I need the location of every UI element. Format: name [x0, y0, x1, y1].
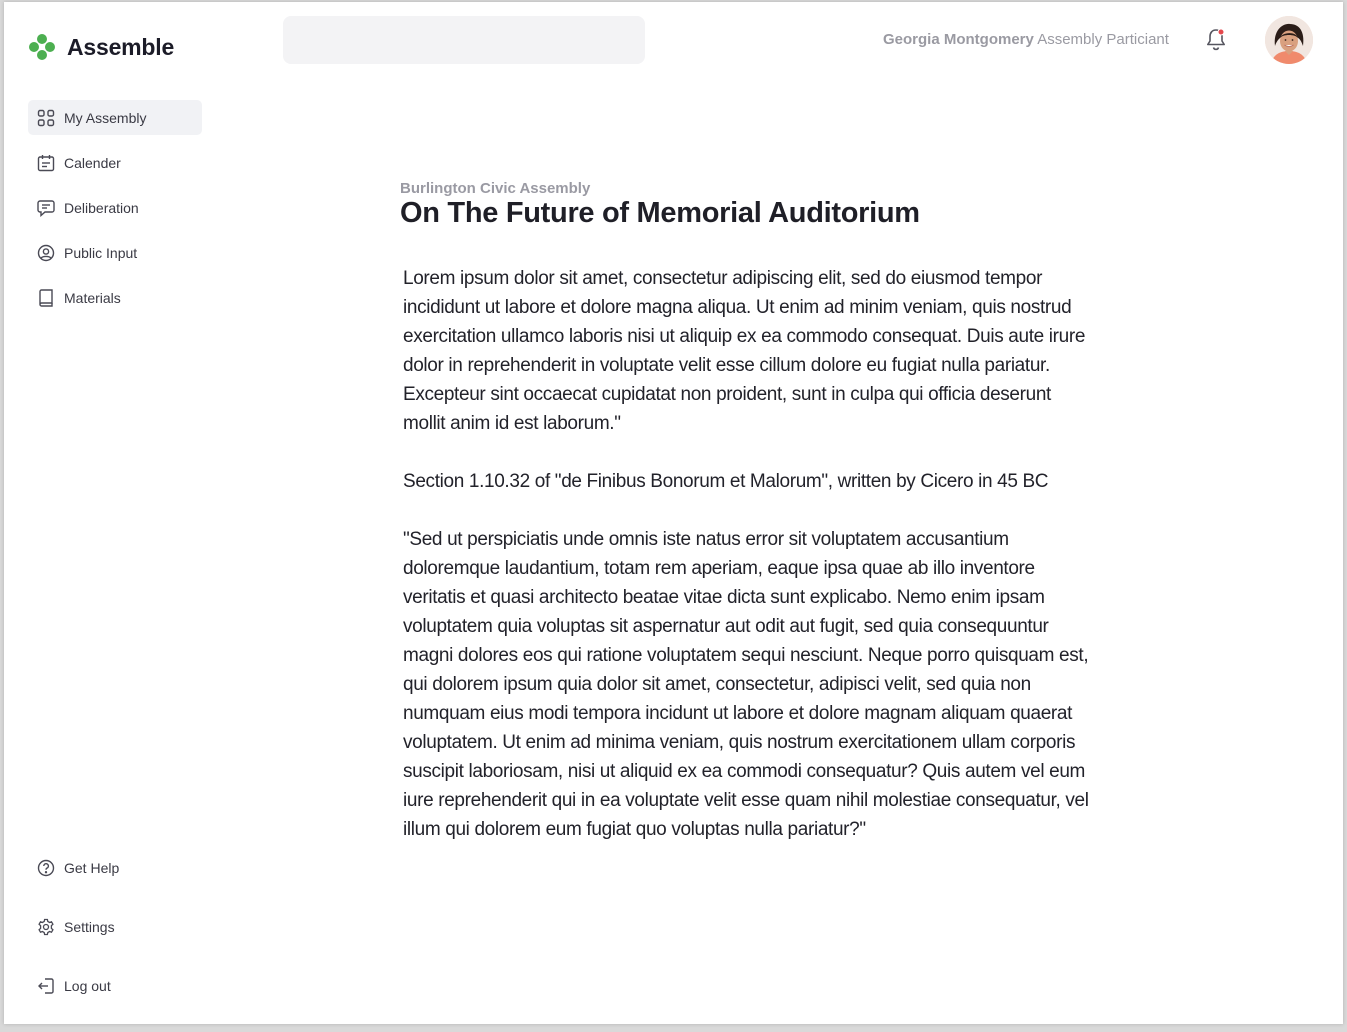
article-body — [403, 264, 1093, 873]
settings-link[interactable] — [28, 909, 202, 944]
avatar[interactable] — [1265, 16, 1313, 64]
user-name: Georgia Montgomery — [883, 31, 1034, 48]
book-icon — [37, 289, 55, 307]
article-paragraph: Lorem ipsum dolor sit amet, consectetur adipiscing elit, sed do eiusmod tempor incididunt ut labore et dolore magna aliqua. Ut enim ad minim veniam, quis nostrud exercitation ullamco laboris nisi ut aliquip ex ea commodo consequat. Duis aute irure dolor in reprehenderit in voluptate velit esse cillum dolore eu fugiat nulla pariatur. Excepteur sint occaecat cupidatat non proident, sunt in culpa qui officia deserunt mollit anim id est laborum." — [403, 268, 1086, 434]
avatar-image — [1265, 16, 1313, 64]
notification-dot — [1218, 29, 1224, 35]
page-title: On The Future of Memorial Auditorium — [400, 197, 920, 229]
article-paragraph: Section 1.10.32 of "de Finibus Bonorum et Malorum", written by Cicero in 45 BC — [403, 471, 1049, 492]
sidebar-nav — [28, 100, 202, 325]
gear-icon — [37, 918, 55, 936]
app-logo[interactable] — [28, 33, 174, 61]
sidebar-item-deliberation[interactable] — [28, 190, 202, 225]
notifications-button[interactable] — [1204, 27, 1228, 53]
search-input[interactable] — [283, 16, 645, 64]
user-role: Assembly Particiant — [1037, 31, 1169, 48]
user-info — [883, 31, 1169, 48]
settings-label: Settings — [64, 918, 115, 935]
assembly-name: Burlington Civic Assembly — [400, 180, 591, 197]
logout-label: Log out — [64, 977, 111, 994]
app-name: Assemble — [67, 33, 175, 60]
calendar-icon — [37, 154, 55, 172]
grid-icon — [37, 109, 55, 127]
get-help-label: Get Help — [64, 859, 120, 876]
chat-icon — [37, 199, 55, 217]
sidebar-item-label: Calender — [64, 154, 121, 171]
sidebar-item-public-input[interactable] — [28, 235, 202, 270]
get-help-link[interactable] — [28, 850, 202, 885]
logo-icon — [28, 33, 56, 61]
sidebar-item-label: Public Input — [64, 244, 138, 261]
sidebar-bottom-nav — [28, 850, 202, 1024]
logout-link[interactable] — [28, 968, 202, 1003]
sidebar-item-materials[interactable] — [28, 280, 202, 315]
logout-icon — [37, 977, 55, 995]
sidebar-item-label: Materials — [64, 289, 121, 306]
user-circle-icon — [37, 244, 55, 262]
app-window — [4, 2, 1343, 1024]
sidebar-item-label: My Assembly — [64, 109, 147, 126]
sidebar-item-my-assembly[interactable] — [28, 100, 202, 135]
sidebar-item-label: Deliberation — [64, 199, 139, 216]
help-icon — [37, 859, 55, 877]
bell-icon — [1204, 27, 1228, 53]
sidebar-item-calender[interactable] — [28, 145, 202, 180]
article-paragraph: "Sed ut perspiciatis unde omnis iste natus error sit voluptatem accusantium doloremque laudantium, totam rem aperiam, eaque ipsa quae ab illo inventore veritatis et quasi architecto beatae vitae dicta sunt explicabo. Nemo enim ipsam voluptatem quia voluptas sit aspernatur aut odit aut fugit, sed quia consequuntur magni dolores eos qui ratione voluptatem sequi nesciunt. Neque porro quisquam est, qui dolorem ipsum quia dolor sit amet, consectetur, adipisci velit, sed quia non numquam eius modi tempora incidunt ut labore et dolore magnam aliquam quaerat voluptatem. Ut enim ad minima veniam, quis nostrum exercitationem ullam corporis suscipit laboriosam, nisi ut aliquid ex ea commodi consequatur? Quis autem vel eum iure reprehenderit qui in ea voluptate velit esse quam nihil molestiae consequatur, vel illum qui dolorem eum fugiat quo voluptas nulla pariatur?" — [403, 529, 1089, 840]
